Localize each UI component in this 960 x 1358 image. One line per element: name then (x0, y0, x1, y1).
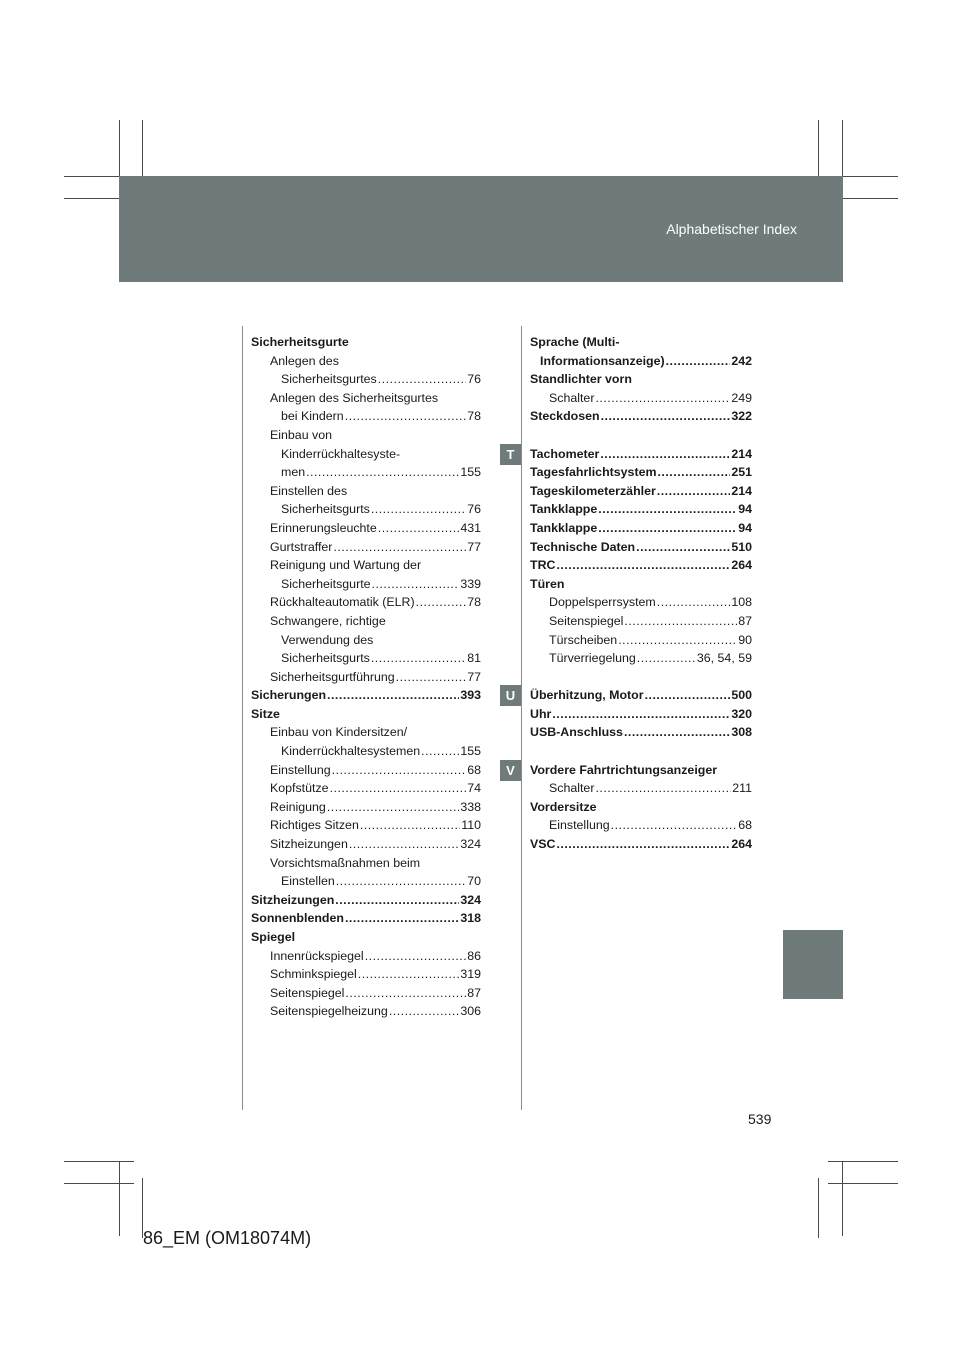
entry-page: 264 (731, 837, 752, 852)
entry-page: 81 (467, 651, 481, 666)
crop-mark (842, 1161, 843, 1236)
index-entry (251, 352, 481, 371)
entry-page: 324 (460, 837, 481, 852)
index-entry (530, 407, 752, 426)
index-entry (251, 909, 481, 928)
index-entry (530, 612, 752, 631)
thumb-index-tab (783, 930, 843, 999)
entry-term: Tageskilometerzähler (530, 483, 656, 498)
entry-page: 320 (731, 706, 752, 721)
index-entry (251, 984, 481, 1003)
entry-term: Sicherheitsgurtführung (270, 669, 395, 684)
letter-tab-v: V (500, 760, 521, 781)
section-gap (530, 668, 752, 687)
entry-term: Schwangere, richtige (270, 613, 386, 628)
entry-page: 94 (738, 502, 752, 517)
index-column-right (530, 333, 752, 854)
index-entry (530, 593, 752, 612)
index-entry (530, 686, 752, 705)
index-entry (251, 538, 481, 557)
entry-term: Vordersitze (530, 799, 597, 814)
index-entry (530, 389, 752, 408)
entry-term: USB-Anschluss (530, 725, 623, 740)
entry-page: 393 (460, 688, 481, 703)
entry-page: 214 (731, 446, 752, 461)
entry-term: Kinderrückhaltesystemen (281, 744, 421, 759)
index-entry (530, 649, 752, 668)
dot-leader (657, 463, 730, 482)
index-entry (251, 482, 481, 501)
entry-term: Uhr (530, 706, 552, 721)
entry-term: Anlegen des Sicherheitsgurtes (270, 390, 439, 405)
entry-term: Reinigung und Wartung der (270, 558, 422, 573)
dot-leader (556, 835, 730, 854)
index-entry (530, 556, 752, 575)
dot-leader (601, 407, 731, 426)
entry-term: bei Kindern (281, 409, 344, 424)
entry-page: 74 (467, 781, 481, 796)
dot-leader (645, 686, 731, 705)
index-entry (251, 649, 481, 668)
dot-leader (378, 370, 466, 389)
entry-page: 86 (467, 948, 481, 963)
crop-mark (818, 1178, 819, 1238)
crop-mark (64, 1183, 134, 1184)
dot-leader (330, 779, 467, 798)
entry-term: Vordere Fahrtrichtungsanzeiger (530, 762, 718, 777)
entry-page: 110 (461, 818, 481, 833)
index-entry (251, 593, 481, 612)
entry-term: Vorsichtsmaßnahmen beim (270, 855, 421, 870)
entry-term: Tagesfahrlichtsystem (530, 465, 657, 480)
dot-leader (389, 1002, 460, 1021)
index-entry (530, 835, 752, 854)
entry-term: Einbau von Kindersitzen/ (270, 725, 408, 740)
index-entry (251, 891, 481, 910)
index-entry (530, 333, 752, 352)
entry-page: 70 (467, 874, 481, 889)
entry-page: 155 (460, 744, 481, 759)
column-divider (242, 326, 243, 1110)
entry-page: 78 (467, 409, 481, 424)
entry-page: 249 (731, 390, 752, 405)
entry-page: 510 (731, 539, 752, 554)
dot-leader (552, 705, 730, 724)
dot-leader (358, 965, 460, 984)
dot-leader (371, 649, 466, 668)
entry-term: Rückhalteautomatik (ELR) (270, 595, 415, 610)
index-entry (251, 333, 481, 352)
index-column-left (251, 333, 481, 1021)
crop-mark (828, 1161, 898, 1162)
dot-leader (666, 352, 731, 371)
entry-page: 87 (738, 613, 752, 628)
index-entry (530, 779, 752, 798)
entry-term: Schalter (549, 781, 595, 796)
entry-term: Einstellung (549, 818, 610, 833)
index-entry (530, 519, 752, 538)
dot-leader (618, 631, 737, 650)
entry-term: Sicherheitsgurts (281, 502, 370, 517)
entry-term: Sicherheitsgurtes (281, 372, 377, 387)
dot-leader (556, 556, 730, 575)
crop-mark (64, 1161, 134, 1162)
entry-term: Innenrückspiegel (270, 948, 364, 963)
index-entry (251, 854, 481, 873)
index-entry (251, 761, 481, 780)
page-number: 539 (748, 1111, 772, 1127)
index-entry (251, 872, 481, 891)
index-entry (251, 928, 481, 947)
section-gap (530, 426, 752, 445)
entry-term: Anlegen des (270, 353, 339, 368)
dot-leader (378, 519, 460, 538)
entry-page: 318 (460, 911, 481, 926)
index-entry (251, 816, 481, 835)
entry-term: Schminkspiegel (270, 967, 357, 982)
entry-page: 76 (467, 502, 481, 517)
entry-term: Sicherheitsgurts (281, 651, 370, 666)
index-entry (251, 370, 481, 389)
dot-leader (637, 649, 696, 668)
entry-term: Verwendung des (281, 632, 374, 647)
dot-leader (636, 538, 730, 557)
entry-page: 242 (731, 353, 752, 368)
column-divider (521, 326, 522, 1110)
entry-term: Technische Daten (530, 539, 636, 554)
dot-leader (611, 816, 738, 835)
index-entry (530, 538, 752, 557)
index-entry (251, 705, 481, 724)
index-entry (251, 463, 481, 482)
entry-term: Türverriegelung (549, 651, 636, 666)
entry-page: 211 (732, 781, 752, 796)
entry-term: Informationsanzeige) (540, 353, 665, 368)
entry-page: 78 (467, 595, 481, 610)
letter-tab-u: U (500, 685, 521, 706)
dot-leader (345, 909, 459, 928)
index-entry (251, 742, 481, 761)
index-entry (251, 407, 481, 426)
entry-page: 68 (467, 762, 481, 777)
entry-term: Sicherungen (251, 688, 327, 703)
index-entry (251, 686, 481, 705)
entry-page: 308 (731, 725, 752, 740)
dot-leader (306, 463, 459, 482)
index-entry (530, 500, 752, 519)
entry-term: Einstellen (281, 874, 335, 889)
dot-leader (349, 835, 459, 854)
index-entry (251, 723, 481, 742)
index-entry (251, 668, 481, 687)
entry-term: Sitzheizungen (270, 837, 348, 852)
entry-page: 77 (467, 539, 481, 554)
dot-leader (371, 500, 466, 519)
index-entry (530, 798, 752, 817)
entry-page: 214 (731, 483, 752, 498)
entry-term: Seitenspiegelheizung (270, 1004, 388, 1019)
entry-term: Überhitzung, Motor (530, 688, 644, 703)
entry-page: 155 (460, 465, 481, 480)
dot-leader (595, 389, 730, 408)
dot-leader (327, 686, 459, 705)
dot-leader (595, 779, 731, 798)
letter-tab-t: T (500, 444, 521, 465)
index-entry (530, 352, 752, 371)
entry-page: 319 (460, 967, 481, 982)
index-entry (251, 947, 481, 966)
index-entry (251, 519, 481, 538)
index-entry (251, 798, 481, 817)
dot-leader (335, 891, 459, 910)
index-entry (530, 723, 752, 742)
dot-leader (396, 668, 467, 687)
entry-term: Einbau von (270, 427, 333, 442)
entry-page: 431 (460, 520, 481, 535)
dot-leader (365, 947, 467, 966)
index-entry (530, 705, 752, 724)
entry-term: Seitenspiegel (270, 985, 345, 1000)
dot-leader (345, 984, 466, 1003)
dot-leader (332, 761, 467, 780)
dot-leader (327, 798, 460, 817)
dot-leader (345, 407, 467, 426)
entry-term: Tachometer (530, 446, 600, 461)
entry-term: VSC (530, 837, 556, 852)
entry-term: Reinigung (270, 799, 326, 814)
dot-leader (657, 593, 731, 612)
dot-leader (657, 482, 731, 501)
entry-term: Sonnenblenden (251, 911, 344, 926)
dot-leader (372, 575, 460, 594)
dot-leader (598, 500, 737, 519)
entry-term: Standlichter vorn (530, 372, 632, 387)
entry-term: Spiegel (251, 930, 296, 944)
entry-page: 76 (467, 372, 481, 387)
entry-term: Kopfstütze (270, 781, 329, 796)
crop-mark (828, 1183, 898, 1184)
index-entry (530, 816, 752, 835)
index-entry (530, 482, 752, 501)
entry-page: 322 (731, 409, 752, 424)
index-entry (251, 500, 481, 519)
entry-page: 339 (460, 576, 481, 591)
dot-leader (421, 742, 459, 761)
entry-term: Einstellen des (270, 483, 348, 498)
index-entry (251, 631, 481, 650)
entry-page: 36, 54, 59 (696, 651, 752, 666)
index-entry (251, 779, 481, 798)
header-band (119, 176, 843, 282)
entry-page: 324 (460, 892, 481, 907)
entry-term: Steckdosen (530, 409, 600, 424)
entry-page: 500 (731, 688, 752, 703)
entry-term: Tankklappe (530, 520, 598, 535)
entry-term: Schalter (549, 390, 595, 405)
entry-page: 77 (467, 669, 481, 684)
entry-term: Türscheiben (549, 632, 618, 647)
entry-term: men (281, 465, 306, 480)
entry-term: Einstellung (270, 762, 331, 777)
entry-term: Sitze (251, 706, 280, 721)
index-entry (251, 575, 481, 594)
index-entry (251, 965, 481, 984)
index-entry (530, 575, 752, 594)
entry-term: Türen (530, 576, 565, 591)
entry-page: 264 (731, 558, 752, 573)
entry-term: Gurtstraffer (270, 539, 333, 554)
index-entry (530, 631, 752, 650)
index-entry (530, 445, 752, 464)
entry-term: Sitzheizungen (251, 892, 335, 907)
dot-leader (598, 519, 737, 538)
entry-page: 94 (738, 520, 752, 535)
crop-mark (119, 1161, 120, 1236)
section-title: Alphabetischer Index (666, 221, 797, 237)
entry-page: 306 (460, 1004, 481, 1019)
entry-term: Doppelsperrsystem (549, 595, 656, 610)
entry-page: 68 (738, 818, 752, 833)
index-entry (251, 612, 481, 631)
dot-leader (333, 538, 466, 557)
index-entry (251, 835, 481, 854)
index-entry (251, 1002, 481, 1021)
index-entry (530, 370, 752, 389)
entry-term: Tankklappe (530, 502, 598, 517)
entry-term: TRC (530, 558, 556, 573)
index-entry (251, 389, 481, 408)
entry-term: Sicherheitsgurte (251, 335, 349, 349)
index-entry (251, 426, 481, 445)
entry-page: 251 (731, 465, 752, 480)
index-entry (251, 556, 481, 575)
entry-term: Richtiges Sitzen (270, 818, 359, 833)
dot-leader (416, 593, 467, 612)
index-entry (251, 445, 481, 464)
entry-page: 87 (467, 985, 481, 1000)
entry-term: Seitenspiegel (549, 613, 624, 628)
entry-term: Sprache (Multi- (530, 335, 620, 349)
entry-term: Kinderrückhaltesyste- (281, 446, 401, 461)
entry-term: Sicherheitsgurte (281, 576, 371, 591)
dot-leader (360, 816, 460, 835)
entry-page: 338 (460, 799, 481, 814)
section-gap (530, 742, 752, 761)
dot-leader (624, 612, 737, 631)
entry-term: Erinnerungsleuchte (270, 520, 377, 535)
index-entry (530, 463, 752, 482)
dot-leader (600, 445, 730, 464)
entry-page: 108 (731, 595, 752, 610)
index-entry (530, 761, 752, 780)
footer-code: 86_EM (OM18074M) (143, 1228, 312, 1248)
dot-leader (624, 723, 730, 742)
dot-leader (336, 872, 466, 891)
entry-page: 90 (738, 632, 752, 647)
